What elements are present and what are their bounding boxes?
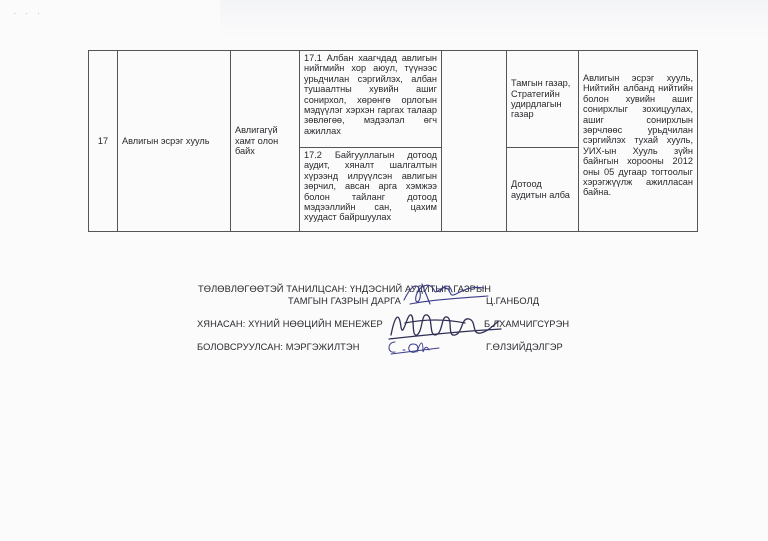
table-row — [89, 51, 698, 148]
acquainted-line1: ТӨЛӨВЛӨГӨӨТЭЙ ТАНИЛЦСАН: ҮНДЭСНИЙ АУДИТЫН ГАЗРЫН — [198, 284, 492, 294]
acquainted-name: Ц.ГАНБОЛД — [486, 296, 540, 306]
expected-result: Авлигын эсрэг хууль, Нийтийн албанд нийтийн болон хувийн ашиг сонирхлыг зохицуулах, ашиг сонирхлын зөрчлөөс урьдчилан сэргийлэх тухай хууль, УИХ-ын Хууль зүйн байнгын хорооны 2012 оны 05 дугаар тогтоолыг хэрэгжүүлж ажилласан байна. — [579, 51, 698, 232]
activity-17-2: 17.2 Байгууллагын дотоод аудит, хяналт шалгалтын хүрээнд илрүүлсэн авлигын зөрчил, авсан арга хэмжээ болон тайланг дотоод мэдээллийн сан, цахим хуудаст байршуулах — [300, 148, 442, 232]
activity-17-1: 17.1 Албан хаагчдад авлигын нийгмийн хор аюул, түүнээс урьдчилан сэргийлэх, албан тушаалтны хувийн ашиг сонирхол, хөрөнгө орлогын мэдүүлэг хэрхэн гаргах талаар зөвлөгөө, мэдээлэл өгч ажиллах — [300, 51, 442, 148]
scan-speck: · · · — [14, 11, 44, 17]
prepared-label: БОЛОВСРУУЛСАН: МЭРГЭЖИЛТЭН — [197, 342, 360, 352]
scan-shading — [220, 0, 768, 38]
prepared-name: Г.ӨЛЗИЙДЭЛГЭР — [486, 342, 563, 352]
reviewed-label: ХЯНАСАН: ХҮНИЙ НӨӨЦИЙН МЕНЕЖЕР — [197, 319, 383, 329]
responsible-17-1: Тамгын газар, Стратегийн удирдлагын газар — [507, 51, 579, 148]
acquainted-line2: ТАМГЫН ГАЗРЫН ДАРГА — [288, 296, 401, 306]
empty-cell — [442, 51, 507, 232]
law-title: Авлигын эсрэг хууль — [118, 51, 231, 232]
row-number: 17 — [89, 51, 118, 232]
signature-olziidelger — [383, 336, 443, 358]
responsible-17-2: Дотоод аудитын алба — [507, 148, 579, 232]
objective: Авлигагүй хамт олон байх — [231, 51, 300, 232]
plan-table — [88, 50, 698, 232]
reviewed-name: Б.ЛХАМЧИГСҮРЭН — [484, 319, 570, 329]
